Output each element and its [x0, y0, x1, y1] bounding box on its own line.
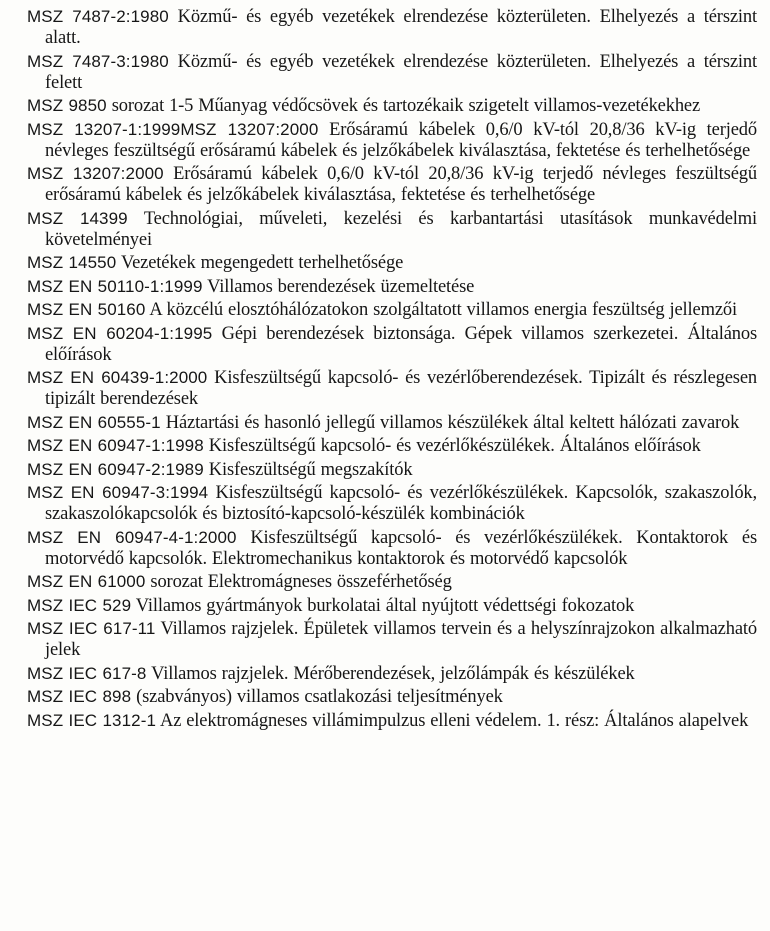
standard-title: A közcélú elosztóhálózatokon szolgáltatott villamos energia feszültség jellemzői — [149, 300, 737, 320]
standard-code: MSZ EN 60947-1:1998 — [27, 436, 204, 455]
standard-entry — [27, 571, 757, 593]
standard-title: Erősáramú kábelek 0,6/0 kV-tól 20,8/36 kV-ig terjedő névleges feszültségű erősáramú kábelek és jelzőkábelek kiválasztása, fektetése és terhelhetősége — [45, 164, 757, 205]
standard-entry — [27, 527, 757, 570]
standard-entry — [27, 367, 757, 410]
standard-entry — [27, 595, 757, 617]
standard-entry — [27, 459, 757, 481]
standard-code: MSZ EN 60947-3:1994 — [27, 483, 209, 502]
standard-title: Kisfeszültségű kapcsoló- és vezérlőkészülékek. Kontaktorok és motorvédő kapcsolók. Elektromechanikus kontaktorok és motorvédő kapcsolók — [45, 527, 757, 569]
standard-entry — [27, 435, 757, 457]
standard-code: MSZ 7487-3:1980 — [27, 51, 169, 71]
standard-code: MSZ EN 50110-1:1999 — [27, 276, 203, 296]
standard-entry — [27, 208, 757, 251]
standard-title: Vezetékek megengedett terhelhetősége — [120, 253, 404, 273]
standards-list — [27, 6, 757, 733]
standard-entry — [27, 163, 757, 206]
standard-code: MSZ 14550 — [27, 253, 117, 272]
standard-entry — [27, 95, 757, 117]
standard-code: MSZ EN 60204-1:1995 — [27, 323, 213, 343]
standard-entry — [27, 663, 757, 685]
standard-code: MSZ IEC 1312-1 — [27, 710, 157, 730]
standard-code: MSZ EN 60947-4-1:2000 — [27, 527, 237, 547]
standard-entry — [27, 710, 757, 732]
standard-title: Villamos berendezések üzemeltetése — [207, 276, 475, 297]
standard-code: MSZ IEC 529 — [27, 595, 132, 615]
standard-title: sorozat 1-5 Műanyag védőcsövek és tartozékaik szigetelt villamos-vezetékekhez — [111, 96, 701, 116]
standard-title: Kisfeszültségű megszakítók — [208, 459, 413, 480]
standard-entry — [27, 686, 757, 708]
standard-entry — [27, 412, 757, 434]
standard-code: MSZ 13207-1:1999MSZ 13207:2000 — [27, 119, 319, 139]
standard-entry — [27, 482, 757, 525]
standard-code: MSZ IEC 617-11 — [27, 619, 156, 638]
standard-title: Kisfeszültségű kapcsoló- és vezérlőkészülékek. Kapcsolók, szakaszolók, szakaszolókapcsolók és biztosító-kapcsoló-készülék kombinációk — [45, 483, 758, 524]
standard-title: Villamos rajzjelek. Mérőberendezések, jelzőlámpák és készülékek — [151, 663, 635, 684]
standard-entry — [27, 51, 757, 94]
standard-title: Háztartási és hasonló jellegű villamos készülékek által keltett hálózati zavarok — [165, 412, 740, 433]
standard-title: Villamos rajzjelek. Épületek villamos tervein és a helyszínrajzokon alkalmazható jelek — [45, 619, 757, 660]
standard-code: MSZ EN 61000 — [27, 572, 146, 591]
standard-title: Gépi berendezések biztonsága. Gépek villamos szerkezetei. Általános előírások — [45, 323, 757, 365]
standard-entry — [27, 119, 757, 162]
standard-title: Kisfeszültségű kapcsoló- és vezérlőberendezések. Tipizált és részlegesen tipizált berendezések — [45, 368, 758, 409]
standard-title: Erősáramú kábelek 0,6/0 kV-tól 20,8/36 kV-ig terjedő névleges feszültségű erősáramú kábelek és jelzőkábelek kiválasztása, fektetése és terhelhetősége — [45, 119, 757, 161]
standard-entry — [27, 299, 757, 321]
standard-code: MSZ IEC 898 — [27, 687, 132, 706]
standard-code: MSZ EN 60947-2:1989 — [27, 459, 204, 479]
standard-title: sorozat Elektromágneses összeférhetőség — [150, 572, 452, 592]
standard-title: (szabványos) villamos csatlakozási teljesítmények — [136, 687, 503, 707]
standard-title: Kisfeszültségű kapcsoló- és vezérlőkészülékek. Általános előírások — [208, 436, 701, 456]
standard-entry — [27, 276, 757, 298]
standard-code: MSZ EN 60555-1 — [27, 412, 161, 432]
standard-title: Közmű- és egyéb vezetékek elrendezése közterületen. Elhelyezés a térszint alatt. — [45, 7, 758, 48]
standard-code: MSZ 9850 — [27, 96, 107, 115]
standard-code: MSZ EN 60439-1:2000 — [27, 368, 208, 387]
standard-title: Villamos gyártmányok burkolatai által nyújtott védettségi fokozatok — [135, 595, 635, 616]
standard-code: MSZ 7487-2:1980 — [27, 7, 169, 26]
standard-title: Közmű- és egyéb vezetékek elrendezése közterületen. Elhelyezés a térszint felett — [45, 51, 758, 93]
standard-code: MSZ 13207:2000 — [27, 164, 164, 183]
standard-entry — [27, 6, 757, 49]
standard-code: MSZ IEC 617-8 — [27, 663, 147, 683]
standard-code: MSZ EN 50160 — [27, 300, 146, 319]
standard-title: Az elektromágneses villámimpulzus elleni védelem. 1. rész: Általános alapelvek — [159, 710, 749, 731]
standard-code: MSZ 14399 — [27, 208, 128, 228]
standard-entry — [27, 252, 757, 274]
standard-title: Technológiai, műveleti, kezelési és karbantartási utasítások munkavédelmi követelményei — [45, 208, 757, 250]
standard-entry — [27, 323, 757, 366]
standard-entry — [27, 618, 757, 661]
